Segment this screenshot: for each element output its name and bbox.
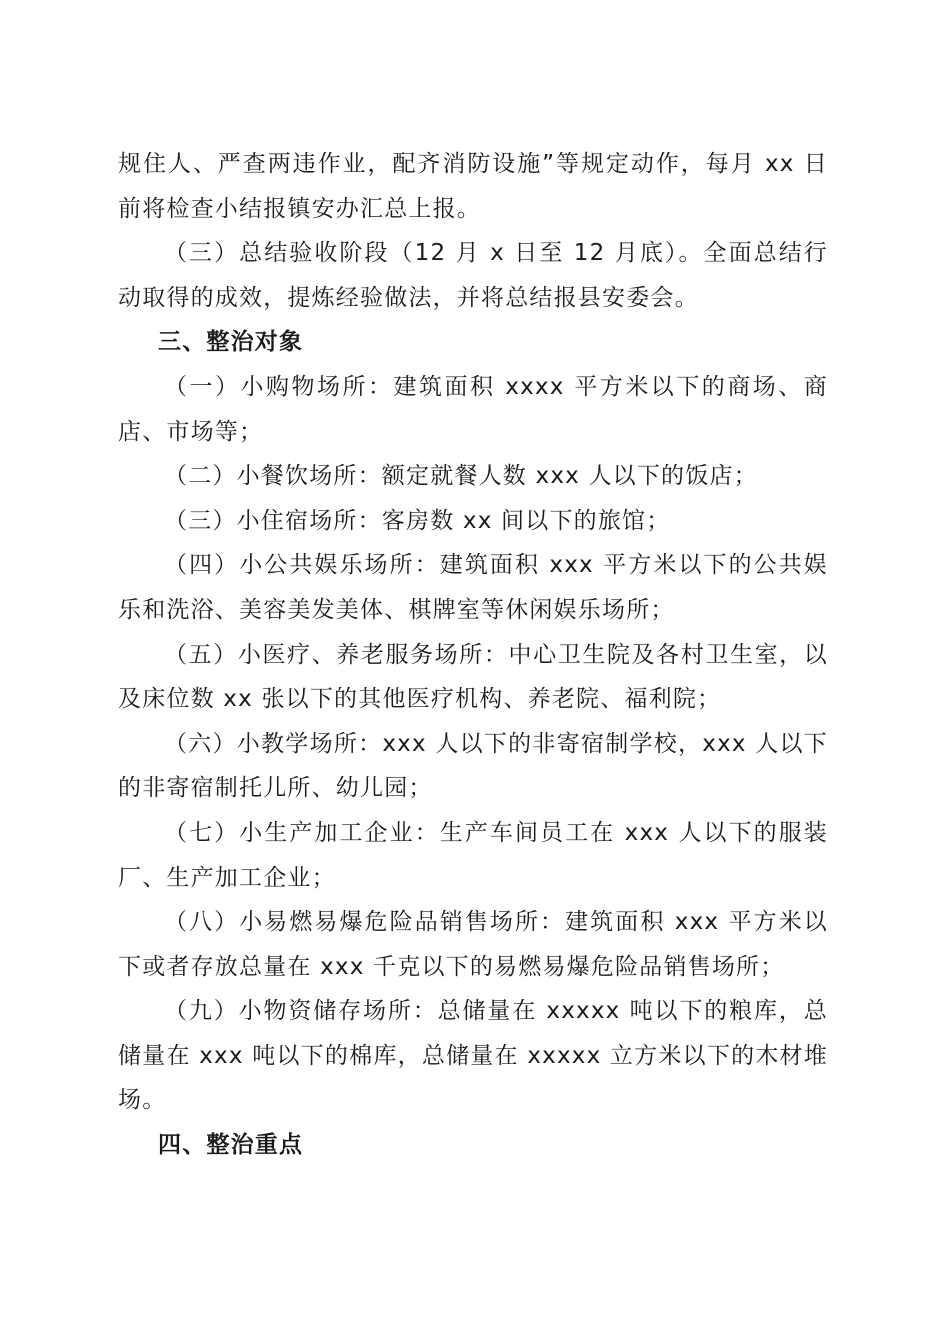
list-item: （三）小住宿场所：客房数 xx 间以下的旅馆； (164, 507, 671, 534)
list-item: （七）小生产加工企业：生产车间员工在 xxx 人以下的服装厂、生产加工企业； (118, 819, 828, 891)
list-item: （六）小教学场所：xxx 人以下的非寄宿制学校，xxx 人以下的非寄宿制托儿所、幼儿园； (118, 730, 828, 802)
list-item: （二）小餐饮场所：额定就餐人数 xxx 人以下的饭店； (164, 463, 758, 490)
paragraph-summary-stage: （三）总结验收阶段（12 月 x 日至 12 月底）。全面总结行动取得的成效，提炼经验做法，并将总结报县安委会。 (118, 240, 828, 311)
list-item: （八）小易燃易爆危险品销售场所：建筑面积 xxx 平方米以下或者存放总量在 xxx 千克以下的易燃易爆危险品销售场所； (118, 909, 828, 980)
list-item: （九）小物资储存场所：总储量在 xxxxx 吨以下的粮库，总储量在 xxx 吨以下的棉库，总储量在 xxxxx 立方米以下的木材堆场。 (118, 998, 828, 1114)
list-item: （一）小购物场所：建筑面积 xxxx 平方米以下的商场、商店、市场等； (118, 373, 828, 445)
document-body (118, 142, 828, 1168)
section-heading-targets: 三、整治对象 (158, 329, 304, 356)
list-item: （五）小医疗、养老服务场所：中心卫生院及各村卫生室，以及床位数 xx 张以下的其他医疗机构、养老院、福利院； (118, 641, 828, 713)
section-heading-focus: 四、整治重点 (158, 1132, 304, 1159)
list-item: （四）小公共娱乐场所：建筑面积 xxx 平方米以下的公共娱乐和洗浴、美容美发美体、棋牌室等休闲娱乐场所； (118, 552, 828, 623)
paragraph-continued: 规住人、严查两违作业，配齐消防设施”等规定动作，每月 xx 日前将检查小结报镇安办汇总上报。 (118, 151, 828, 222)
